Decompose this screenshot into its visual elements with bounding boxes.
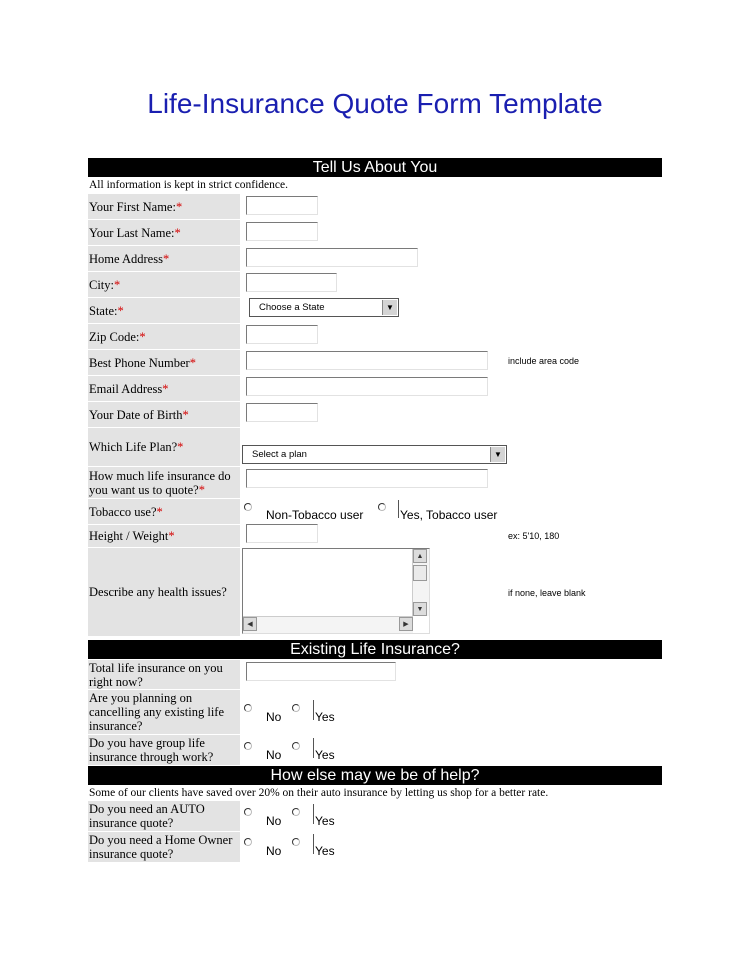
health-hint: if none, leave blank xyxy=(508,588,586,598)
auto-savings-note: Some of our clients have saved over 20% on their auto insurance by letting us shop for a better rate. xyxy=(89,787,549,799)
amount-label: How much life insurance do you want us to quote?* xyxy=(88,467,240,498)
dob-label: Your Date of Birth * xyxy=(88,402,240,427)
group-yes-label: Yes xyxy=(315,748,335,762)
zip-label: Zip Code: * xyxy=(88,324,240,349)
auto-quote-label: Do you need an AUTO insurance quote? xyxy=(88,801,240,831)
state-label: State: * xyxy=(88,298,240,323)
vertical-scrollbar[interactable] xyxy=(412,549,429,616)
zip-input[interactable] xyxy=(246,325,318,344)
scroll-right-icon[interactable]: ▶ xyxy=(399,617,413,631)
phone-label: Best Phone Number * xyxy=(88,350,240,375)
total-insurance-input[interactable] xyxy=(246,662,396,681)
dob-input[interactable] xyxy=(246,403,318,422)
scroll-thumb[interactable] xyxy=(413,565,427,581)
group-no-radio[interactable] xyxy=(244,742,252,750)
height-weight-hint: ex: 5'10, 180 xyxy=(508,531,560,541)
home-quote-label: Do you need a Home Owner insurance quote? xyxy=(88,832,240,862)
height-weight-input[interactable] xyxy=(246,524,318,543)
cancelling-label: Are you planning on cancelling any existing life insurance? xyxy=(88,690,240,734)
address-label: Home Address * xyxy=(88,246,240,271)
tobacco-label: Tobacco use? * xyxy=(88,499,240,524)
last-name-label: Your Last Name: * xyxy=(88,220,240,245)
section-header-about-you: Tell Us About You xyxy=(88,158,662,177)
confidentiality-note: All information is kept in strict confidence. xyxy=(89,179,288,191)
tobacco-yes-label: Yes, Tobacco user xyxy=(400,508,498,522)
divider xyxy=(313,804,314,824)
horizontal-scrollbar[interactable] xyxy=(243,616,413,633)
city-label: City: * xyxy=(88,272,240,297)
tobacco-radio[interactable] xyxy=(378,503,386,511)
last-name-input[interactable] xyxy=(246,222,318,241)
group-yes-radio[interactable] xyxy=(292,742,300,750)
non-tobacco-label: Non-Tobacco user xyxy=(266,508,364,522)
state-select[interactable]: Choose a State ▼ xyxy=(249,298,399,317)
height-weight-label: Height / Weight * xyxy=(88,525,240,547)
home-no-label: No xyxy=(266,844,282,858)
plan-select[interactable]: Select a plan ▼ xyxy=(242,445,507,464)
divider xyxy=(313,700,314,720)
health-label: Describe any health issues? xyxy=(88,548,240,636)
cancelling-yes-radio[interactable] xyxy=(292,704,300,712)
health-textarea[interactable] xyxy=(242,548,430,634)
first-name-label: Your First Name: * xyxy=(88,194,240,219)
email-label: Email Address * xyxy=(88,376,240,401)
divider xyxy=(398,500,399,518)
address-input[interactable] xyxy=(246,248,418,267)
cancelling-no-label: No xyxy=(266,710,282,724)
section-header-existing: Existing Life Insurance? xyxy=(88,640,662,659)
home-no-radio[interactable] xyxy=(244,838,252,846)
auto-yes-radio[interactable] xyxy=(292,808,300,816)
email-input[interactable] xyxy=(246,377,488,396)
home-yes-radio[interactable] xyxy=(292,838,300,846)
scroll-left-icon[interactable]: ◀ xyxy=(243,617,257,631)
total-insurance-label: Total life insurance on you right now? xyxy=(88,660,240,689)
section-header-help: How else may we be of help? xyxy=(88,766,662,785)
divider xyxy=(313,738,314,758)
plan-label: Which Life Plan? * xyxy=(88,428,240,466)
cancelling-no-radio[interactable] xyxy=(244,704,252,712)
cancelling-yes-label: Yes xyxy=(315,710,335,724)
auto-no-label: No xyxy=(266,814,282,828)
divider xyxy=(313,834,314,854)
phone-input[interactable] xyxy=(246,351,488,370)
auto-yes-label: Yes xyxy=(315,814,335,828)
scroll-up-icon[interactable]: ▲ xyxy=(413,549,427,563)
amount-input[interactable] xyxy=(246,469,488,488)
home-yes-label: Yes xyxy=(315,844,335,858)
first-name-input[interactable] xyxy=(246,196,318,215)
phone-hint: include area code xyxy=(508,356,580,366)
dropdown-arrow-icon: ▼ xyxy=(382,300,397,315)
group-no-label: No xyxy=(266,748,282,762)
group-label: Do you have group life insurance through work? xyxy=(88,735,240,765)
page-title: Life-Insurance Quote Form Template xyxy=(147,88,603,119)
auto-no-radio[interactable] xyxy=(244,808,252,816)
scroll-down-icon[interactable]: ▼ xyxy=(413,602,427,616)
non-tobacco-radio[interactable] xyxy=(244,503,252,511)
dropdown-arrow-icon: ▼ xyxy=(490,447,505,462)
city-input[interactable] xyxy=(246,273,337,292)
